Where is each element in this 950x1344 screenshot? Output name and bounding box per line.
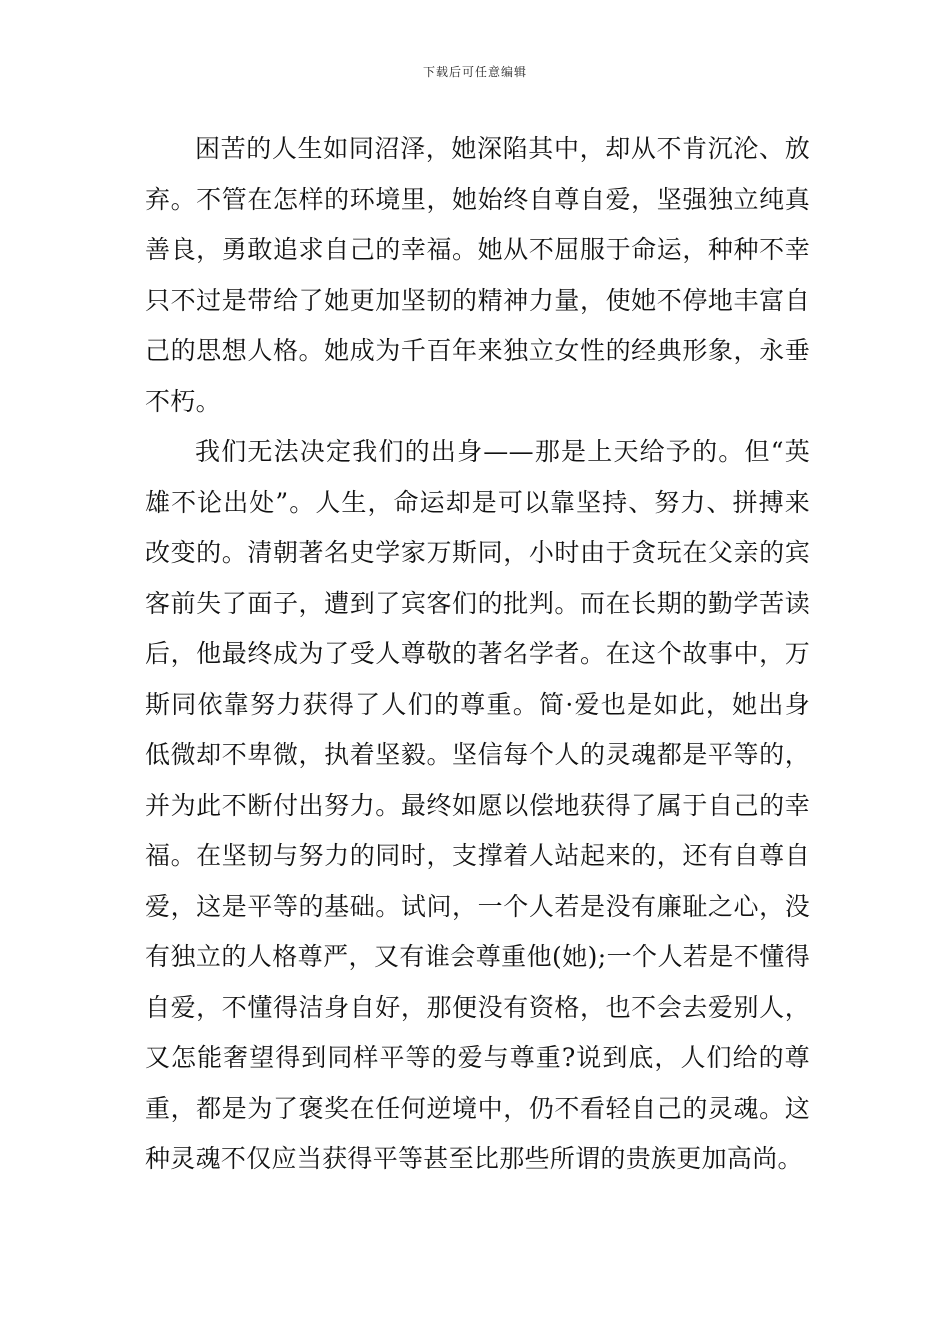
page-header: 下载后可任意编辑 [422,65,527,79]
document-body [145,124,810,1185]
paragraph-1: 困苦的人生如同沼泽，她深陷其中，却从不肯沉沦、放弃。不管在怎样的环境里，她始终自尊自爱，坚强独立纯真善良，勇敢追求自己的幸福。她从不屈服于命运，种种不幸只不过是带给了她更加坚韧的精神力量，使她不停地丰富自己的思想人格。她成为千百年来独立女性的经典形象，永垂不朽。 [145,134,810,416]
paragraph-2: 我们无法决定我们的出身——那是上天给予的。但“英雄不论出处”。人生，命运却是可以靠坚持、努力、拼搏来改变的。清朝著名史学家万斯同，小时由于贪玩在父亲的宾客前失了面子，遭到了宾客们的批判。而在长期的勤学苦读后，他最终成为了受人尊敬的著名学者。在这个故事中，万斯同依靠努力获得了人们的尊重。简·爱也是如此，她出身低微却不卑微，执着坚毅。坚信每个人的灵魂都是平等的，并为此不断付出努力。最终如愿以偿地获得了属于自己的幸福。在坚韧与努力的同时，支撑着人站起来的，还有自尊自爱，这是平等的基础。试问，一个人若是没有廉耻之心，没有独立的人格尊严，又有谁会尊重他(她);一个人若是不懂得自爱，不懂得洁身自好，那便没有资格，也不会去爱别人，又怎能奢望得到同样平等的爱与尊重?说到底，人们给的尊重，都是为了褒奖在任何逆境中，仍不看轻自己的灵魂。这种灵魂不仅应当获得平等甚至比那些所谓的贵族更加高尚。 [145,437,810,1173]
